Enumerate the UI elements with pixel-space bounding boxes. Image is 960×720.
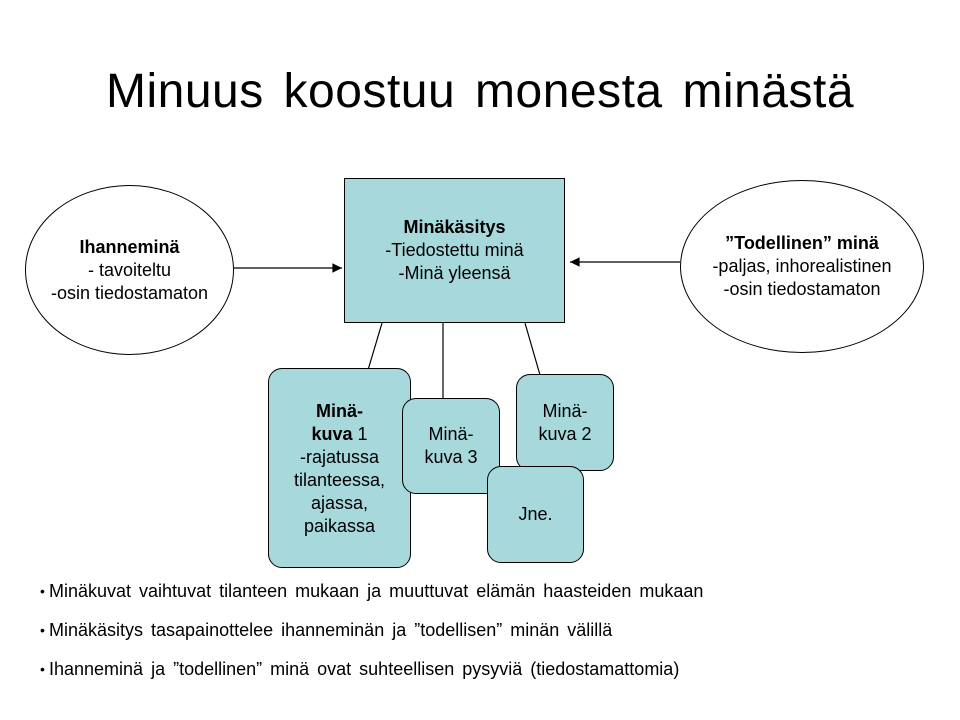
actual-self-line: -osin tiedostamaton bbox=[723, 279, 881, 299]
bullet-item bbox=[40, 578, 940, 617]
jne-label: Jne. bbox=[518, 504, 553, 524]
minakuva-1-line: -rajatussa bbox=[299, 447, 380, 467]
minakuva-2-box bbox=[516, 374, 614, 471]
minakuva-2-line: kuva 2 bbox=[538, 423, 592, 444]
minakuva-3-box bbox=[402, 398, 500, 494]
minakuva-1-number: 1 bbox=[352, 424, 368, 444]
minakuva-1-bold-word: kuva bbox=[311, 424, 353, 444]
actual-self-heading: ”Todellinen” minä bbox=[725, 233, 879, 253]
minakuva-1-line: ajassa, bbox=[310, 493, 369, 513]
jne-box bbox=[487, 466, 584, 563]
minakuva-1-box bbox=[268, 368, 411, 568]
minakuva-1-line: Minä- bbox=[316, 401, 363, 421]
bullet-text: Ihanneminä ja ”todellinen” minä ovat suhteellisen pysyviä (tiedostamattomia) bbox=[49, 659, 680, 679]
bullet-item bbox=[40, 656, 940, 695]
actual-self-line: -paljas, inhorealistinen bbox=[712, 256, 892, 276]
bullet-dot: • bbox=[40, 622, 45, 638]
minakuva-3-line: Minä- bbox=[428, 424, 474, 444]
connector-to-minakuva-1 bbox=[368, 323, 382, 370]
bullet-list bbox=[40, 578, 940, 695]
actual-self-ellipse bbox=[680, 180, 924, 353]
ideal-self-line: -osin tiedostamaton bbox=[50, 282, 209, 303]
self-concept-line: -Minä yleensä bbox=[398, 263, 511, 283]
minakuva-3-line: kuva 3 bbox=[424, 447, 478, 467]
slide-title: Minuus koostuu monesta minästä bbox=[105, 65, 855, 118]
bullet-item bbox=[40, 617, 940, 656]
bullet-text: Minäkuvat vaihtuvat tilanteen mukaan ja muuttuvat elämän haasteiden mukaan bbox=[49, 581, 704, 601]
minakuva-1-line: paikassa bbox=[303, 516, 376, 536]
bullet-dot: • bbox=[40, 661, 45, 677]
minakuva-2-line: Minä- bbox=[542, 400, 588, 421]
minakuva-1-line: tilanteessa, bbox=[293, 470, 386, 490]
ideal-self-line: - tavoiteltu bbox=[87, 259, 172, 280]
ideal-self-heading: Ihanneminä bbox=[79, 236, 180, 257]
bullet-text: Minäkäsitys tasapainottelee ihanneminän ja ”todellisen” minän välillä bbox=[49, 620, 613, 640]
bullet-dot: • bbox=[40, 583, 45, 599]
ideal-self-ellipse bbox=[25, 185, 234, 355]
minakuva-1-line bbox=[311, 423, 367, 446]
connector-to-minakuva-2 bbox=[525, 323, 540, 375]
self-concept-line: -Tiedostettu minä bbox=[385, 240, 524, 260]
self-concept-box bbox=[344, 178, 565, 323]
self-concept-heading: Minäkäsitys bbox=[403, 217, 506, 237]
